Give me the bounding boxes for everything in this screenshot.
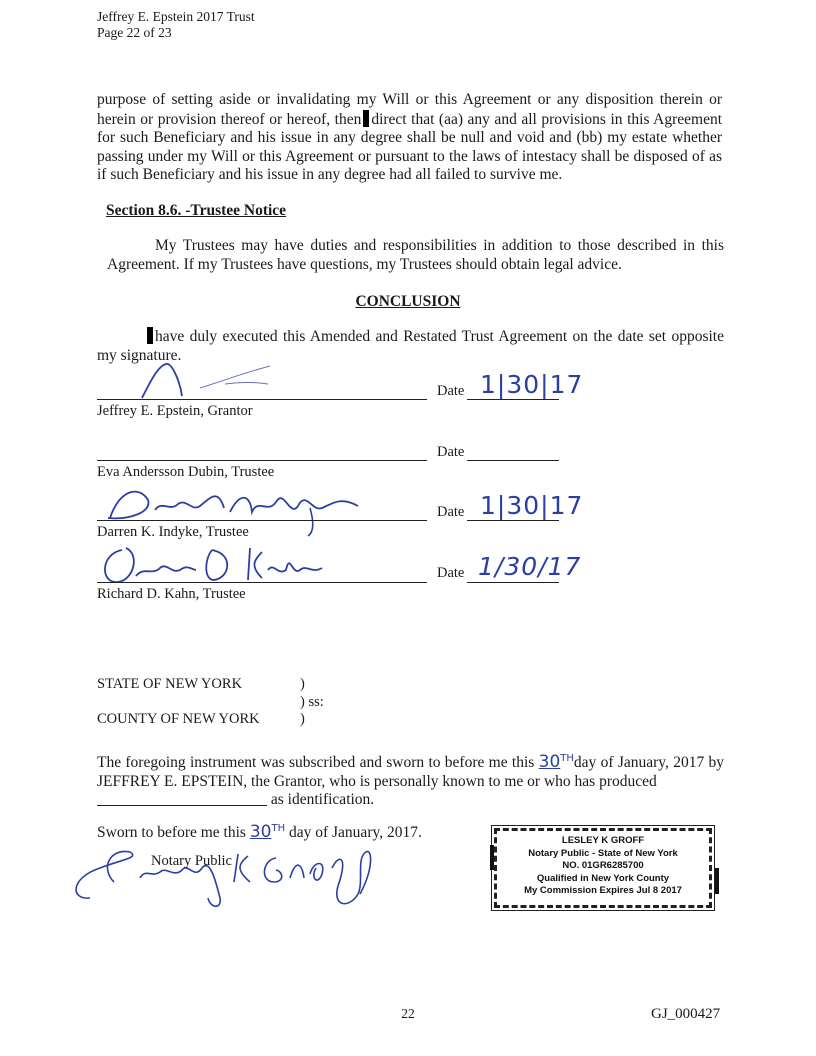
notary-acknowledgment (97, 750, 724, 810)
stamp-commission-state: Notary Public - State of New York (528, 847, 678, 859)
paragraph-forfeiture-part2: direct that (aa) any and all provisions in this Agreement for such Beneficiary and his issue in any degree shall be null and void and (bb) my estate whether passing under my Will or this Agreement or pursuant to the laws of intestacy shall be disposed of as if such Beneficiary and his issue in any degree had all failed to survive me. (97, 110, 723, 184)
handwritten-date: 1|30|17 (480, 370, 584, 399)
page-header (97, 9, 255, 41)
stamp-edge-mark (490, 845, 494, 870)
bates-number: GJ_000427 (651, 1006, 721, 1022)
header-trust-name: Jeffrey E. Epstein 2017 Trust (97, 9, 255, 24)
page-number: 22 (401, 1006, 415, 1021)
venue-ss: ) ss: (300, 694, 324, 710)
signature-line (97, 460, 427, 461)
redaction-bar (363, 110, 369, 127)
handwritten-date: 1/30/17 (478, 552, 582, 581)
date-label: Date (437, 504, 465, 520)
identification-blank (97, 805, 267, 806)
stamp-county: Qualified in New York County (536, 872, 670, 884)
signature-line (97, 399, 427, 400)
sworn-text-2: day of January, 2017. (288, 824, 422, 841)
venue-state: STATE OF NEW YORK (97, 676, 243, 692)
venue-county: COUNTY OF NEW YORK (97, 711, 260, 727)
venue-paren: ) (300, 711, 305, 727)
paragraph-forfeiture (97, 91, 722, 185)
date-line (467, 460, 559, 461)
signature-epstein (140, 362, 280, 402)
header-page-indicator: Page 22 of 23 (97, 25, 172, 40)
date-line (467, 399, 559, 400)
date-line (467, 520, 559, 521)
date-label: Date (437, 383, 465, 399)
stamp-expiration: My Commission Expires Jul 8 2017 (524, 885, 682, 896)
signatory-name: Eva Andersson Dubin, Trustee (97, 464, 275, 480)
paragraph-conclusion (97, 327, 724, 365)
signatory-name: Jeffrey E. Epstein, Grantor (97, 403, 253, 419)
paragraph-trustee-notice: My Trustees may have duties and responsibilities in addition to those described in this Agreement. If my Trustees have questions, my Trustees should obtain legal advice. (107, 237, 724, 273)
handwritten-date: 1|30|17 (480, 491, 584, 520)
signature-line (97, 582, 427, 583)
date-label: Date (437, 444, 465, 460)
notary-stamp (494, 828, 712, 908)
signature-notary (70, 838, 390, 918)
ack-text-3: as identification. (270, 791, 375, 809)
redaction-bar (147, 327, 153, 344)
stamp-license-number: NO. 01GR6285700 (562, 860, 644, 871)
venue-paren: ) (300, 676, 305, 692)
stamp-edge-mark (715, 868, 719, 894)
sworn-handwritten-day: 30 (249, 822, 272, 842)
paragraph-conclusion-text: have duly executed this Amended and Restated Trust Agreement on the date set opposite my signature. (97, 328, 724, 364)
ack-handwritten-suffix: TH (560, 753, 574, 764)
date-label: Date (437, 565, 465, 581)
ack-text-1: The foregoing instrument was subscribed and sworn to before me this (97, 754, 535, 772)
ack-text-2: day of January, 2017 by JEFFREY E. EPSTEIN, the Grantor, who is personally known to me or who has produced (97, 754, 724, 790)
conclusion-heading: CONCLUSION (355, 293, 461, 310)
sworn-handwritten-suffix: TH (271, 822, 286, 834)
stamp-notary-name: LESLEY K GROFF (561, 835, 645, 846)
ack-handwritten-day: 30 (538, 752, 561, 773)
notary-public-label: Notary Public (151, 853, 232, 869)
signatory-name: Darren K. Indyke, Trustee (97, 524, 249, 540)
section-heading-trustee-notice: Section 8.6. -Trustee Notice (106, 202, 287, 219)
sworn-text-1: Sworn to before me this (97, 824, 246, 841)
signatory-name: Richard D. Kahn, Trustee (97, 586, 246, 602)
paragraph-forfeiture-part1: purpose of setting aside or invalidating my Will or this Agreement or any disposition therein or herein or provision thereof or hereof, then (97, 91, 722, 128)
signature-line (97, 520, 427, 521)
date-line (467, 582, 559, 583)
